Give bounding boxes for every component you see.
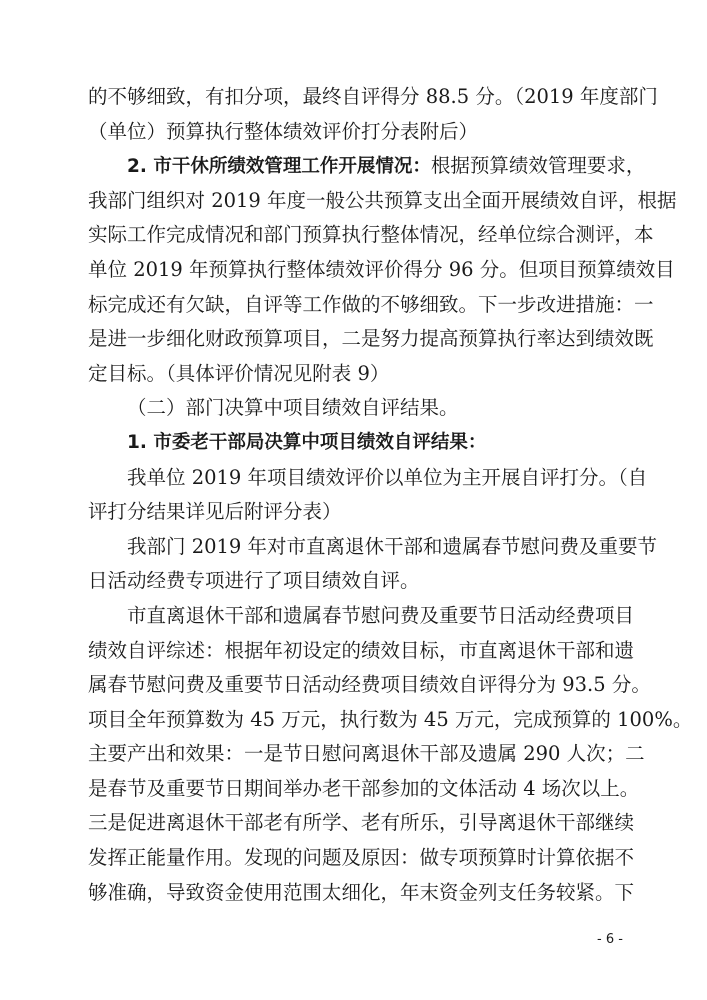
text-line: 绩效自评综述：根据年初设定的绩效目标，市直离退休干部和遗 xyxy=(88,638,635,662)
page-number: - 6 - xyxy=(597,932,623,947)
text-line: 日活动经费专项进行了项目绩效自评。 xyxy=(88,569,420,593)
text-line: 我部门组织对 2019 年度一般公共预算支出全面开展绩效自评，根据 xyxy=(88,188,677,212)
text-line: 实际工作完成情况和部门预算执行整体情况，经单位综合测评，本 xyxy=(88,223,654,247)
text-line: 我单位 2019 年项目绩效评价以单位为主开展自评打分。（自 xyxy=(127,465,648,489)
text-span: 根据预算绩效管理要求， xyxy=(430,154,646,178)
text-line: 我部门 2019 年对市直离退休干部和遗属春节慰问费及重要节 xyxy=(127,534,658,558)
text-line: 市直离退休干部和遗属春节慰问费及重要节日活动经费项目 xyxy=(127,603,635,627)
text-line: 定目标。（具体评价情况见附表 9） xyxy=(88,361,390,385)
text-line: 三是促进离退休干部老有所学、老有所乐，引导离退休干部继续 xyxy=(88,811,635,835)
text-line: 的不够细致，有扣分项，最终自评得分 88.5 分。（2019 年度部门 xyxy=(88,85,658,108)
text-line: 评打分结果详见后附评分表） xyxy=(88,500,342,524)
text-line: 标完成还有欠缺，自评等工作做的不够细致。下一步改进措施：一 xyxy=(88,292,654,316)
text-line: 是春节及重要节日期间举办老干部参加的文体活动 4 场次以上。 xyxy=(88,776,640,800)
text-line: 单位 2019 年预算执行整体绩效评价得分 96 分。但项目预算绩效目 xyxy=(88,257,675,281)
text-line: 够准确，导致资金使用范围太细化，年末资金列支任务较紧。下 xyxy=(88,880,635,904)
text-line: 属春节慰问费及重要节日活动经费项目绩效自评得分为 93.5 分。 xyxy=(88,673,651,697)
section-heading: 2. 市干休所绩效管理工作开展情况： xyxy=(127,156,431,178)
subsection-heading: 1. 市委老干部局决算中项目绩效自评结果： xyxy=(127,431,487,453)
text-line: 发挥正能量作用。发现的问题及原因：做专项预算时计算依据不 xyxy=(88,846,635,870)
text-line: 主要产出和效果：一是节日慰问离退休干部及遗属 290 人次；二 xyxy=(88,742,645,766)
document-body xyxy=(88,80,693,910)
text-line: 项目全年预算数为 45 万元，执行数为 45 万元，完成预算的 100%。 xyxy=(88,707,693,731)
text-line: （单位）预算执行整体绩效评价打分表附后） xyxy=(88,119,479,143)
section-heading: （二）部门决算中项目绩效自评结果。 xyxy=(127,396,459,420)
paragraph-line xyxy=(88,149,646,184)
text-line: 是进一步细化财政预算项目，二是努力提高预算执行率达到绩效既 xyxy=(88,327,654,351)
